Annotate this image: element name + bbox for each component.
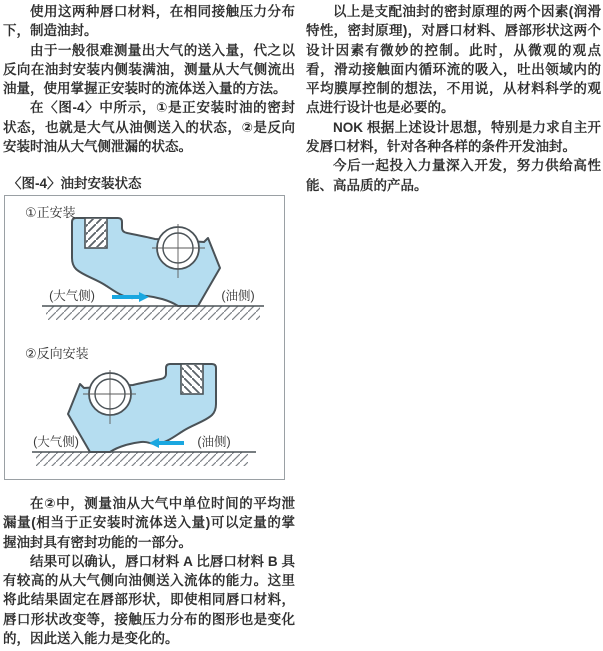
shaft-hatching — [36, 452, 248, 466]
paragraph-leakage-measurement: 在②中，测量油从大气中单位时间的平均泄漏量(相当于正安装时流体送入量)可以定量的掌握油封具有密封功能的一部分。 — [3, 496, 295, 550]
left-column-bottom — [3, 494, 295, 648]
paragraph-future-development: 今后一起投入力量深入开发，努力供给高性能、高品质的产品。 — [306, 158, 601, 193]
paragraph-nok-design-philosophy: NOK 根据上述设计思想，特别是力求自主开发唇口材料，针对各种各样的条件开发油封。 — [306, 119, 601, 155]
oil-side-label: (油侧) — [221, 289, 255, 303]
paragraph-measurement-method: 由于一般很难测量出大气的送入量，代之以反向在油封安装内侧装满油，测量从大气侧流出油量，使用掌握正安装时的流体送入量的方法。 — [3, 42, 295, 97]
right-column — [306, 2, 601, 195]
oil-seal-cross-section-mirrored — [68, 364, 216, 452]
diagram-forward-installation — [8, 200, 280, 330]
paragraph-sealing-principle-factors: 以上是支配油封的密封原理的两个因素(润滑特性，密封原理)，对唇口材料、唇部形状这两个设计因素有微妙的控制。此时，从微观的观点看，滑动接触面内循环流的吸入，吐出领域内的平均膜厚控制的想法，不用说，从材料科学的观点进行设计也是必要的。 — [306, 4, 601, 116]
oil-side-label: (油侧) — [197, 435, 231, 449]
diagram-label: ①正安装 — [25, 205, 76, 220]
left-column-top — [3, 2, 295, 156]
figure-box — [4, 195, 285, 480]
shaft-hatching — [46, 306, 260, 320]
diagram-label: ②反向安装 — [25, 346, 89, 361]
atmosphere-side-label: (大气侧) — [33, 435, 79, 449]
figure-title: 〈图-4〉油封安装状态 — [8, 176, 142, 191]
paragraph-material-comparison: 结果可以确认，唇口材料 A 比唇口材料 B 具有较高的从大气侧向油侧送入流体的能力。这里将此结果固定在唇部形状，即使相同唇口材料，唇口形状改变等，接触压力分布的图形也是变化的，因此送入能力是变化的。 — [3, 553, 295, 647]
atmosphere-side-label: (大气侧) — [49, 289, 95, 303]
paragraph-figure4-intro: 在〈图-4〉中所示，①是正安装时油的密封状态，也就是大气从油侧送入的状态，②是反向安装时油从大气侧泄漏的状态。 — [3, 100, 295, 155]
diagram-reverse-installation — [8, 342, 280, 474]
paragraph-lip-materials: 使用这两种唇口材料，在相同接触压力分布下，制造油封。 — [3, 4, 295, 39]
